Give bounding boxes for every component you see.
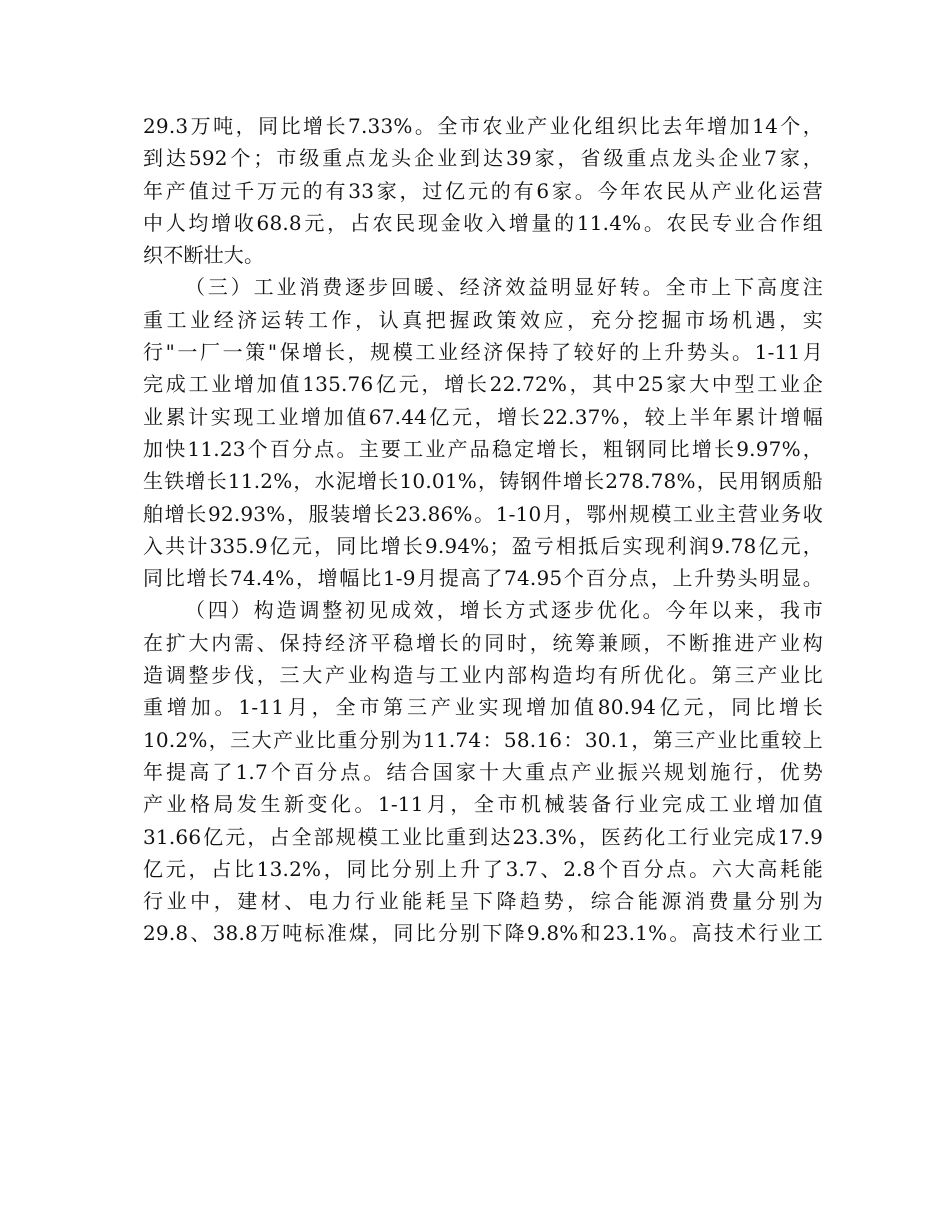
text-line: 到达592个；市级重点龙头企业到达39家，省级重点龙头企业7家， xyxy=(143,146,823,171)
text-line: 业累计实现工业增加值67.44亿元，增长22.37%，较上半年累计增幅 xyxy=(143,404,823,429)
text-line: 织不断壮大。 xyxy=(143,243,265,268)
text-line: 重工业经济运转工作，认真把握政策效应，充分挖掘市场机遇，实 xyxy=(143,307,823,332)
text-line: 10.2%，三大产业比重分别为11.74：58.16：30.1，第三产业比重较上 xyxy=(143,727,823,752)
text-line: 生铁增长11.2%，水泥增长10.01%，铸钢件增长278.78%，民用钢质船 xyxy=(143,469,823,494)
text-line: 29.3万吨，同比增长7.33%。全市农业产业化组织比去年增加14个， xyxy=(143,114,823,138)
text-line: 入共计335.9亿元，同比增长9.94%；盈亏相抵后实现利润9.78亿元， xyxy=(143,533,823,558)
text-line: 造调整步伐，三大产业构造与工业内部构造均有所优化。第三产业比 xyxy=(143,663,823,688)
body-text xyxy=(143,110,823,950)
text-line: （四）构造调整初见成效，增长方式逐步优化。今年以来，我市 xyxy=(185,598,823,623)
text-line: 在扩大内需、保持经济平稳增长的同时，统筹兼顾，不断推进产业构 xyxy=(143,630,823,655)
text-line: 年产值过千万元的有33家，过亿元的有6家。今年农民从产业化运营 xyxy=(143,178,823,203)
text-line: 产业格局发生新变化。1-11月，全市机械装备行业完成工业增加值 xyxy=(143,792,823,817)
text-line: 舶增长92.93%，服装增长23.86%。1-10月，鄂州规模工业主营业务收 xyxy=(143,501,823,526)
text-line: 年提高了1.7个百分点。结合国家十大重点产业振兴规划施行，优势 xyxy=(143,759,823,784)
text-line: 行业中，建材、电力行业能耗呈下降趋势，综合能源消费量分别为 xyxy=(143,889,823,914)
text-line: 完成工业增加值135.76亿元，增长22.72%，其中25家大中型工业企 xyxy=(143,372,823,397)
text-line: 31.66亿元，占全部规模工业比重到达23.3%，医药化工行业完成17.9 xyxy=(143,824,823,849)
text-line: 重增加。1-11月，全市第三产业实现增加值80.94亿元，同比增长 xyxy=(143,695,823,720)
text-line: 行"一厂一策"保增长，规模工业经济保持了较好的上升势头。1-11月 xyxy=(143,340,823,365)
text-line: 同比增长74.4%，增幅比1-9月提高了74.95个百分点，上升势头明显。 xyxy=(143,566,823,591)
text-line: 亿元，占比13.2%，同比分别上升了3.7、2.8个百分点。六大高耗能 xyxy=(143,856,823,881)
text-line: 中人均增收68.8元，占农民现金收入增量的11.4%。农民专业合作组 xyxy=(143,210,823,235)
text-line: 29.8、38.8万吨标准煤，同比分别下降9.8%和23.1%。高技术行业工 xyxy=(143,921,823,946)
text-line: 加快11.23个百分点。主要工业产品稳定增长，粗钢同比增长9.97%， xyxy=(143,436,823,461)
text-line: （三）工业消费逐步回暖、经济效益明显好转。全市上下高度注 xyxy=(185,275,823,300)
